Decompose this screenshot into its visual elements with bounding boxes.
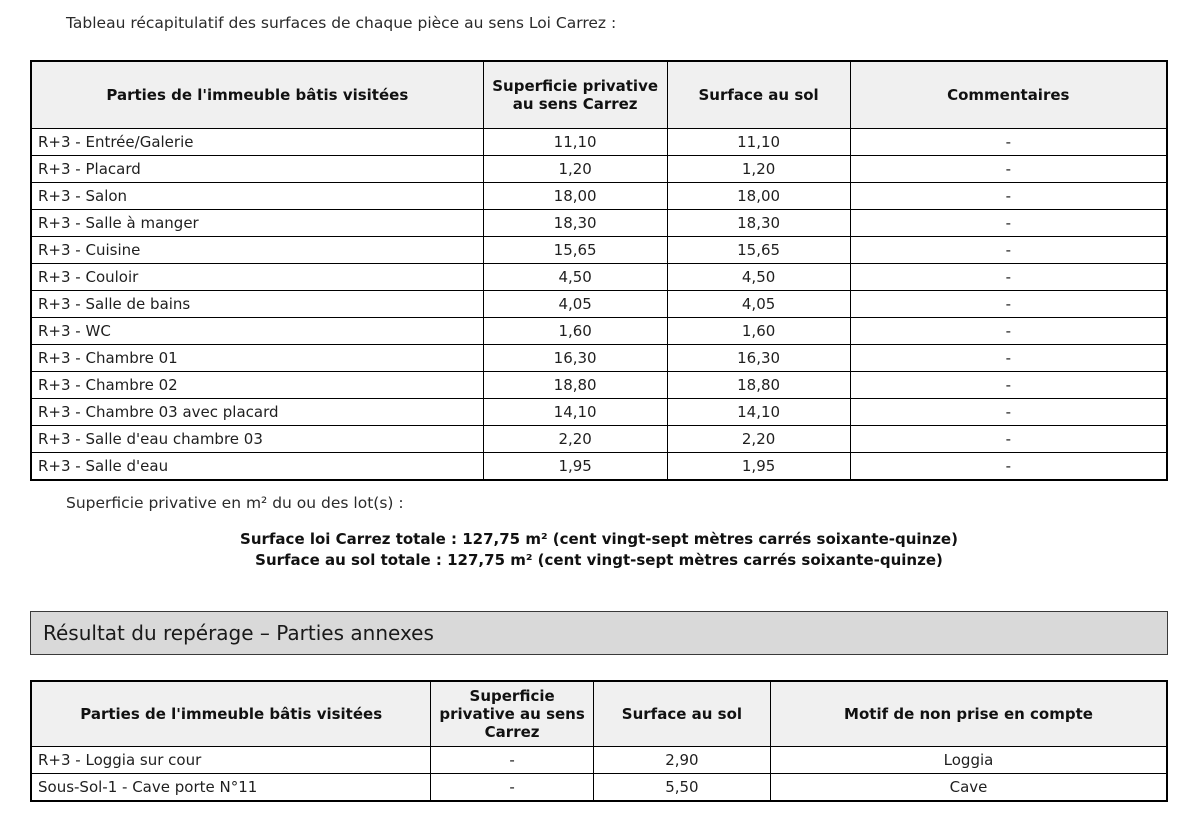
cell-comment: - — [850, 453, 1167, 481]
cell-comment: - — [850, 129, 1167, 156]
cell-carrez-value: - — [431, 774, 593, 802]
cell-carrez-value: 1,95 — [483, 453, 667, 481]
cell-comment: - — [850, 210, 1167, 237]
table-row — [31, 237, 1167, 264]
cell-room-name: R+3 - Placard — [31, 156, 483, 183]
table-header — [31, 681, 1167, 747]
cell-floor-value: 4,05 — [667, 291, 850, 318]
cell-comment: - — [850, 426, 1167, 453]
table-row — [31, 453, 1167, 481]
cell-floor-value: 15,65 — [667, 237, 850, 264]
table-row — [31, 129, 1167, 156]
cell-carrez-value: 1,60 — [483, 318, 667, 345]
cell-carrez-value: 16,30 — [483, 345, 667, 372]
cell-room-name: R+3 - Salle à manger — [31, 210, 483, 237]
cell-carrez-value: 4,50 — [483, 264, 667, 291]
cell-room-name: R+3 - Chambre 02 — [31, 372, 483, 399]
total-carrez-line: Surface loi Carrez totale : 127,75 m² (cent vingt-sept mètres carrés soixante-quinze) — [240, 530, 958, 548]
table-row — [31, 426, 1167, 453]
cell-carrez-value: - — [431, 747, 593, 774]
carrez-report-page — [30, 13, 1168, 802]
cell-carrez-value: 1,20 — [483, 156, 667, 183]
cell-comment: - — [850, 291, 1167, 318]
cell-room-name: R+3 - Chambre 03 avec placard — [31, 399, 483, 426]
cell-floor-value: 5,50 — [593, 774, 770, 802]
page-title: Tableau récapitulatif des surfaces de chaque pièce au sens Loi Carrez : — [66, 14, 617, 32]
section-title: Résultat du repérage – Parties annexes — [43, 621, 434, 645]
cell-comment: - — [850, 237, 1167, 264]
cell-room-name: R+3 - Salle d'eau chambre 03 — [31, 426, 483, 453]
cell-carrez-value: 14,10 — [483, 399, 667, 426]
cell-comment: - — [850, 156, 1167, 183]
cell-floor-value: 1,20 — [667, 156, 850, 183]
table-row — [31, 183, 1167, 210]
cell-room-name: R+3 - Loggia sur cour — [31, 747, 431, 774]
cell-floor-value: 18,80 — [667, 372, 850, 399]
table-header — [31, 61, 1167, 129]
cell-carrez-value: 18,80 — [483, 372, 667, 399]
cell-floor-value: 11,10 — [667, 129, 850, 156]
cell-room-name: Sous-Sol-1 - Cave porte N°11 — [31, 774, 431, 802]
column-header-parties: Parties de l'immeuble bâtis visitées — [31, 61, 483, 129]
cell-room-name: R+3 - Chambre 01 — [31, 345, 483, 372]
cell-floor-value: 14,10 — [667, 399, 850, 426]
lots-label: Superficie privative en m² du ou des lot(s) : — [66, 494, 404, 512]
cell-room-name: R+3 - WC — [31, 318, 483, 345]
column-header-surface-sol: Surface au sol — [667, 61, 850, 129]
table-row — [31, 399, 1167, 426]
table-row — [31, 291, 1167, 318]
cell-floor-value: 1,60 — [667, 318, 850, 345]
cell-comment: - — [850, 264, 1167, 291]
cell-room-name: R+3 - Couloir — [31, 264, 483, 291]
carrez-surfaces-table — [30, 60, 1168, 481]
section-header-bar — [30, 611, 1168, 655]
cell-carrez-value: 18,00 — [483, 183, 667, 210]
table-row — [31, 318, 1167, 345]
total-floor-line: Surface au sol totale : 127,75 m² (cent vingt-sept mètres carrés soixante-quinze) — [255, 551, 943, 569]
totals-block — [30, 529, 1168, 571]
table-body — [31, 129, 1167, 481]
table-row — [31, 156, 1167, 183]
cell-floor-value: 2,20 — [667, 426, 850, 453]
cell-carrez-value: 2,20 — [483, 426, 667, 453]
table-row — [31, 264, 1167, 291]
cell-carrez-value: 15,65 — [483, 237, 667, 264]
column-header-surface-sol: Surface au sol — [593, 681, 770, 747]
cell-carrez-value: 18,30 — [483, 210, 667, 237]
table-row — [31, 345, 1167, 372]
cell-floor-value: 16,30 — [667, 345, 850, 372]
cell-comment: - — [850, 345, 1167, 372]
cell-comment: Cave — [771, 774, 1167, 802]
cell-comment: - — [850, 372, 1167, 399]
cell-room-name: R+3 - Entrée/Galerie — [31, 129, 483, 156]
table-body — [31, 747, 1167, 802]
cell-room-name: R+3 - Salle d'eau — [31, 453, 483, 481]
cell-comment: - — [850, 183, 1167, 210]
cell-comment: - — [850, 318, 1167, 345]
cell-carrez-value: 4,05 — [483, 291, 667, 318]
cell-floor-value: 18,00 — [667, 183, 850, 210]
cell-room-name: R+3 - Salle de bains — [31, 291, 483, 318]
cell-comment: Loggia — [771, 747, 1167, 774]
table-row — [31, 210, 1167, 237]
cell-comment: - — [850, 399, 1167, 426]
column-header-motif: Motif de non prise en compte — [771, 681, 1167, 747]
cell-floor-value: 2,90 — [593, 747, 770, 774]
cell-floor-value: 4,50 — [667, 264, 850, 291]
cell-floor-value: 18,30 — [667, 210, 850, 237]
table-row — [31, 372, 1167, 399]
cell-carrez-value: 11,10 — [483, 129, 667, 156]
table-row — [31, 747, 1167, 774]
cell-floor-value: 1,95 — [667, 453, 850, 481]
annex-parts-table — [30, 680, 1168, 802]
column-header-superficie-carrez: Superficie privative au sens Carrez — [431, 681, 593, 747]
cell-room-name: R+3 - Cuisine — [31, 237, 483, 264]
column-header-commentaires: Commentaires — [850, 61, 1167, 129]
column-header-superficie-carrez: Superficie privative au sens Carrez — [483, 61, 667, 129]
column-header-parties: Parties de l'immeuble bâtis visitées — [31, 681, 431, 747]
cell-room-name: R+3 - Salon — [31, 183, 483, 210]
table-row — [31, 774, 1167, 802]
